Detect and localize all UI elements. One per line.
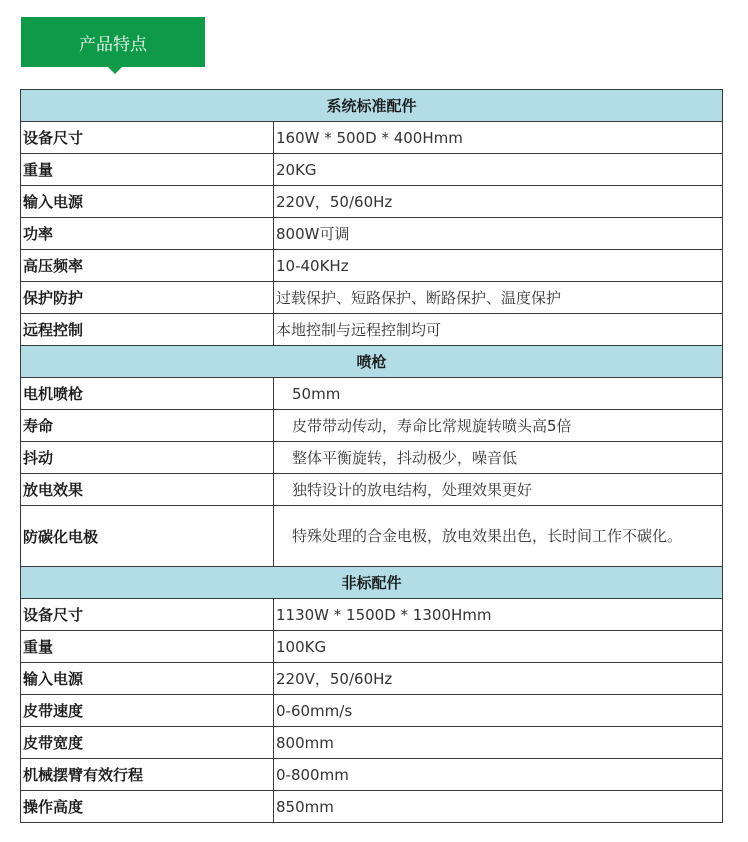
row-value: 1130W * 1500D * 1300Hmm (274, 599, 723, 631)
row-label: 重量 (21, 631, 274, 663)
row-label: 输入电源 (21, 663, 274, 695)
row-value: 独特设计的放电结构，处理效果更好 (274, 474, 723, 506)
table-row (21, 695, 723, 727)
row-label: 抖动 (21, 442, 274, 474)
row-label: 皮带宽度 (21, 727, 274, 759)
section-header-row (21, 346, 723, 378)
table-row (21, 506, 723, 567)
table-row (21, 759, 723, 791)
row-label: 皮带速度 (21, 695, 274, 727)
table-row (21, 599, 723, 631)
table-row (21, 474, 723, 506)
table-row (21, 314, 723, 346)
row-label: 高压频率 (21, 250, 274, 282)
table-row (21, 154, 723, 186)
row-label: 机械摆臂有效行程 (21, 759, 274, 791)
row-value: 整体平衡旋转，抖动极少，噪音低 (274, 442, 723, 474)
row-value: 本地控制与远程控制均可 (274, 314, 723, 346)
row-label: 输入电源 (21, 186, 274, 218)
row-label: 操作高度 (21, 791, 274, 823)
row-label: 防碳化电极 (21, 506, 274, 567)
table-row (21, 186, 723, 218)
table-row (21, 663, 723, 695)
row-label: 重量 (21, 154, 274, 186)
row-label: 设备尺寸 (21, 599, 274, 631)
section-header-row (21, 567, 723, 599)
row-value: 过载保护、短路保护、断路保护、温度保护 (274, 282, 723, 314)
section-header-row (21, 90, 723, 122)
table-row (21, 631, 723, 663)
row-value: 皮带带动传动，寿命比常规旋转喷头高5倍 (274, 410, 723, 442)
row-value: 50mm (274, 378, 723, 410)
table-row (21, 791, 723, 823)
row-value: 800W可调 (274, 218, 723, 250)
table-row (21, 122, 723, 154)
table-row (21, 218, 723, 250)
section-title-spray-gun: 喷枪 (21, 346, 723, 378)
spec-table (20, 89, 723, 823)
row-value: 100KG (274, 631, 723, 663)
row-value: 800mm (274, 727, 723, 759)
table-row (21, 378, 723, 410)
table-row (21, 410, 723, 442)
section-tag (21, 17, 205, 73)
row-value: 850mm (274, 791, 723, 823)
table-row (21, 282, 723, 314)
section-tag-label: 产品特点 (21, 17, 205, 67)
row-label: 放电效果 (21, 474, 274, 506)
row-value: 10-40KHz (274, 250, 723, 282)
row-label: 设备尺寸 (21, 122, 274, 154)
table-row (21, 250, 723, 282)
section-title-nonstandard: 非标配件 (21, 567, 723, 599)
row-value: 0-800mm (274, 759, 723, 791)
table-row (21, 727, 723, 759)
row-label: 电机喷枪 (21, 378, 274, 410)
row-value: 20KG (274, 154, 723, 186)
row-label: 寿命 (21, 410, 274, 442)
row-value: 220V，50/60Hz (274, 186, 723, 218)
row-label: 保护防护 (21, 282, 274, 314)
row-value: 160W * 500D * 400Hmm (274, 122, 723, 154)
row-value: 220V，50/60Hz (274, 663, 723, 695)
row-label: 远程控制 (21, 314, 274, 346)
section-title-standard: 系统标准配件 (21, 90, 723, 122)
row-label: 功率 (21, 218, 274, 250)
row-value: 特殊处理的合金电极，放电效果出色，长时间工作不碳化。 (274, 506, 723, 567)
table-row (21, 442, 723, 474)
row-value: 0-60mm/s (274, 695, 723, 727)
section-tag-pointer (108, 67, 122, 74)
